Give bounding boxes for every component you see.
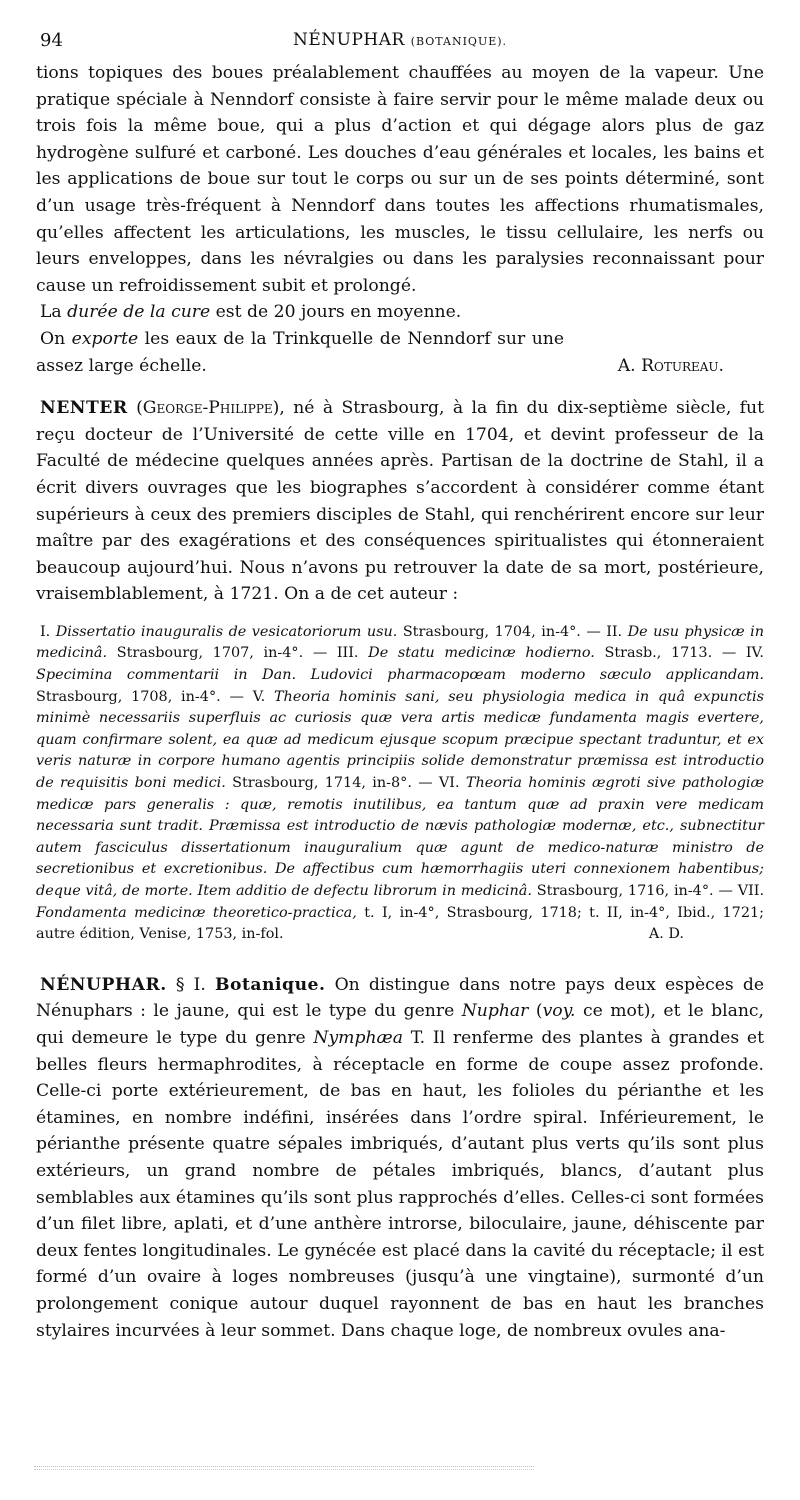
nenter-name: (George-Philippe),: [136, 398, 285, 419]
entry-spacer: [36, 946, 764, 972]
section-title: Botanique.: [214, 974, 326, 995]
running-title: [36, 30, 764, 50]
bib-i-pub: Strasbourg, 1704, in-4°. —: [402, 623, 601, 640]
bib-iv-title: Specimina commentarii in Dan. Ludovici pharmacopœam moderno sæculo applicandam.: [36, 667, 764, 684]
nenter-text: né à Strasbourg, à la fin du dix-septième siècle, fut reçu docteur de l’Université de cette ville en 1704, et devint professeur de la Faculté de médecine quelques années après. Partisan de la doctrine de Stahl, il a écrit divers ouvrages que les biographes s’accordent à considérer comme étant supérieurs à ceux des premiers disciples de Stahl, qui renchérirent encore sur leur maître par des exagérations et des conséquences spiritualistes qui étonneraient beaucoup aujourd’hui. Nous n’avons pu retrouver la date de sa mort, postérieure, vraisemblablement, à 1721. On a de cet auteur :: [36, 398, 764, 605]
entry-spacer: [36, 379, 764, 395]
voy-reference: voy.: [542, 1001, 576, 1022]
nenuphar-text-1: On distingue dans notre pays deux espèces de Nénuphars : le jaune, qui est le type du genre: [36, 974, 765, 1022]
entry-nenter: [36, 395, 764, 946]
bib-iv-num: IV.: [745, 645, 765, 662]
bib-iv-pub: Strasbourg, 1708, in-4°. —: [36, 688, 244, 705]
entry-nenndorf-continuation: [36, 60, 764, 379]
bibliography-signature: A. D.: [648, 926, 684, 943]
bib-vi-title: Theoria hominis ægroti sive pathologiæ medicæ pars generalis : quæ, remotis inutilibus, ea tantum quæ ad praxin vere medicam necessaria sunt tradit. Præmissa est introductio de nævis pathologiæ modernæ, etc., subnectitur autem fasciculus dissertationum inauguralium quæ agunt de medico-naturæ ministro de secretionibus et excretionibus. De affectibus cum hæmorrhagiis uteri connexionem habentibus; deque vitâ, de morte. Item additio de defectu librorum in medicinâ.: [36, 775, 765, 899]
page-number: 94: [40, 30, 63, 51]
bib-iii-title: De statu medicinæ hodierno.: [368, 645, 595, 662]
bib-vii-title: Fondamenta medicinæ theoretico-practica,: [36, 904, 357, 921]
bib-i-num: I.: [40, 623, 51, 640]
nenuphar-headword: NÉNUPHAR.: [40, 974, 167, 995]
paragraph-duree-emphasis: durée de la cure: [67, 302, 211, 323]
bib-vii-num: VII.: [737, 883, 765, 899]
nenter-headword: NENTER: [40, 398, 128, 419]
running-header: [36, 26, 764, 60]
running-title-main: NÉNUPHAR: [292, 30, 405, 50]
bib-i-title: Dissertatio inauguralis de vesicatoriorum usu.: [55, 623, 398, 640]
bib-vi-pub: Strasbourg, 1716, in-4°. —: [536, 883, 733, 899]
nenuphar-paragraph: [36, 972, 764, 1344]
bib-ii-num: II.: [606, 623, 623, 640]
paragraph-duree: [36, 299, 764, 326]
signature-name: Rotureau.: [641, 356, 724, 377]
nenter-bibliography: [36, 622, 764, 946]
genus-nymphaea: Nymphæa: [313, 1027, 403, 1048]
entry-nenuphar: [36, 972, 764, 1344]
nenuphar-text-4: T. Il renferme des plantes à grandes et belles fleurs hermaphrodites, à réceptacle en forme de coupe assez profonde. Celle-ci porte extérieurement, de bas en haut, les folioles du périanthe et les étamines, en nombre indéfini, insérées dans l’ordre spiral. Inférieurement, le périanthe présente quatre sépales imbriqués, d’autant plus verts qu’ils sont plus extérieurs, un grand nombre de pétales imbriqués, blancs, d’autant plus semblables aux étamines qu’ils sont plus rapprochés d’elles. Celles-ci sont formées d’un filet libre, aplati, et d’une anthère introrse, biloculaire, jaune, déhiscente par deux fentes longitudinales. Le gynécée est placé dans la cavité du réceptacle; il est formé d’un ovaire à loges nombreuses (jusqu’à une vingtaine), surmonté d’un prolongement conique autour duquel rayonnent de bas en haut les branches stylaires incurvées à leur sommet. Dans chaque loge, de nombreux ovules ana-: [36, 1027, 764, 1341]
paragraph-duree-pre: La: [40, 302, 62, 323]
nenuphar-text-3: ce mot), et le blanc, qui demeure le type du genre: [36, 1001, 765, 1048]
genus-nuphar: Nuphar: [461, 1001, 529, 1022]
section-number: § I.: [175, 974, 206, 995]
bib-ii-pub: Strasbourg, 1707, in-4°. —: [116, 645, 328, 662]
bib-vi-num: VI.: [438, 775, 460, 792]
paragraph-duree-post: est de 20 jours en moyenne.: [215, 302, 462, 323]
nenter-paragraph: [36, 395, 764, 608]
bib-v-num: V.: [252, 688, 266, 705]
running-title-sub: (BOTANIQUE).: [410, 35, 508, 48]
paragraph-boues: tions topiques des boues préalablement chauffées au moyen de la vapeur. Une pratique spéciale à Nenndorf consiste à faire servir pour le même malade deux ou trois fois la même boue, qui a plus d’action et qui dégage alors plus de gaz hydrogène sulfuré et carboné. Les douches d’eau générales et locales, les bains et les applications de boue sur tout le corps ou sur un de ses points déterminé, sont d’un usage très-fréquent à Nenndorf dans toutes les affections rhumatismales, qu’elles affectent les articulations, les muscles, le tissu cellulaire, les nerfs ou leurs enveloppes, dans les névralgies ou dans les paralysies reconnaissant pour cause un refroidissement subit et prolongé.: [36, 63, 764, 296]
paragraph-exporte-post: les eaux de la Trinkquelle de Nenndorf sur une assez large échelle.: [36, 328, 565, 376]
bib-iii-num: III.: [336, 645, 359, 662]
paragraph-exporte-emphasis: exporte: [71, 328, 139, 349]
book-page: [36, 26, 764, 1344]
bib-v-pub: Strasbourg, 1714, in-8°. —: [232, 775, 433, 792]
paragraph-exporte-pre: On: [40, 328, 66, 349]
bib-iii-pub: Strasb., 1713. —: [604, 645, 737, 662]
footer-print-mark: [34, 1466, 534, 1470]
bib-v-title: Theoria hominis sani, seu physiologia medica in quâ expunctis minimè necessariis superfluis ac curiosis quæ vera artis medicæ fundamenta magis evertere, quam confirmare solent, ea quæ ad medicum ejusque scopum præcipue spectant traduntur, et ex veris naturæ in corpore humano agentis principiis solide demonstratur præmissa est introductio de requisitis boni medici.: [36, 688, 765, 792]
signature-initial: A.: [617, 356, 636, 377]
bib-ii-title: De usu physicæ in medicinâ.: [36, 623, 764, 662]
nenuphar-text-2: (: [535, 1001, 543, 1022]
bibliography-list: [36, 622, 764, 946]
bib-vii-pub: t. I, in-4°, Strasbourg, 1718; t. II, in-4°, Ibid., 1721; autre édition, Venise, 1753, in-fol.: [36, 904, 764, 943]
